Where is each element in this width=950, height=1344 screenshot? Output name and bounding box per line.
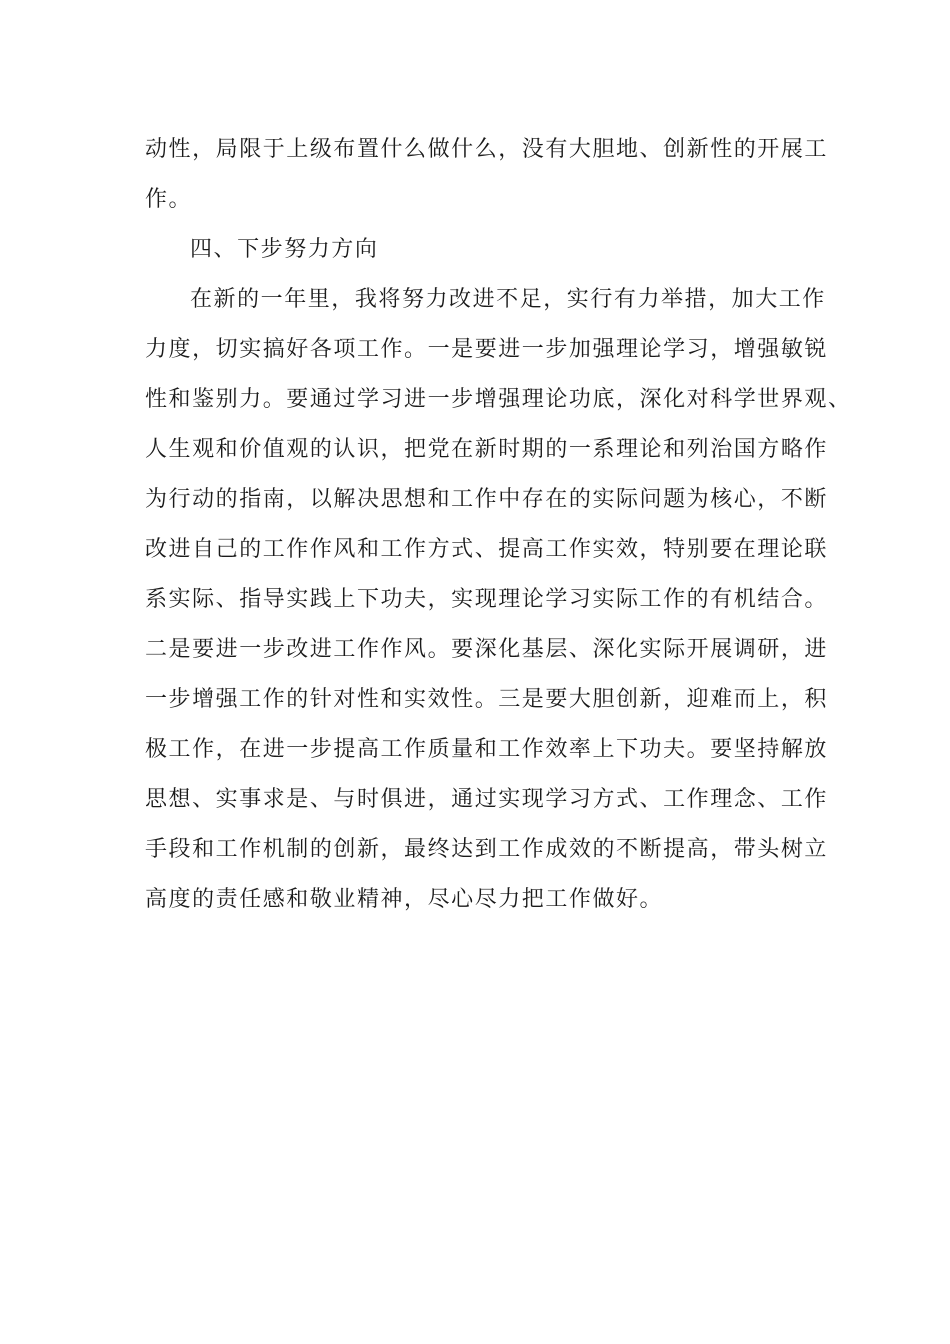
paragraph-line: 极工作，在进一步提高工作质量和工作效率上下功夫。要坚持解放 <box>145 737 828 762</box>
paragraph-line: 为行动的指南，以解决思想和工作中存在的实际问题为核心，不断 <box>145 487 828 512</box>
paragraph-line: 手段和工作机制的创新，最终达到工作成效的不断提高，带头树立 <box>145 837 828 862</box>
section-heading: 四、下步努力方向 <box>190 237 379 262</box>
paragraph-line: 作。 <box>145 187 193 212</box>
paragraph-line: 力度，切实搞好各项工作。一是要进一步加强理论学习，增强敏锐 <box>145 337 828 362</box>
paragraph-line: 系实际、指导实践上下功夫，实现理论学习实际工作的有机结合。 <box>145 587 828 612</box>
paragraph-line: 改进自己的工作作风和工作方式、提高工作实效，特别要在理论联 <box>145 537 828 562</box>
paragraph-line: 高度的责任感和敬业精神，尽心尽力把工作做好。 <box>145 887 664 912</box>
paragraph-line: 动性，局限于上级布置什么做什么，没有大胆地、创新性的开展工 <box>145 137 828 162</box>
paragraph-line: 思想、实事求是、与时俱进，通过实现学习方式、工作理念、工作 <box>145 787 828 812</box>
paragraph-line: 性和鉴别力。要通过学习进一步增强理论功底，深化对科学世界观、 <box>145 387 852 412</box>
paragraph-line: 一步增强工作的针对性和实效性。三是要大胆创新，迎难而上，积 <box>145 687 828 712</box>
paragraph-line: 二是要进一步改进工作作风。要深化基层、深化实际开展调研，进 <box>145 637 828 662</box>
paragraph-line: 在新的一年里，我将努力改进不足，实行有力举措，加大工作 <box>190 287 826 312</box>
paragraph-line: 人生观和价值观的认识，把党在新时期的一系理论和列治国方略作 <box>145 437 828 462</box>
